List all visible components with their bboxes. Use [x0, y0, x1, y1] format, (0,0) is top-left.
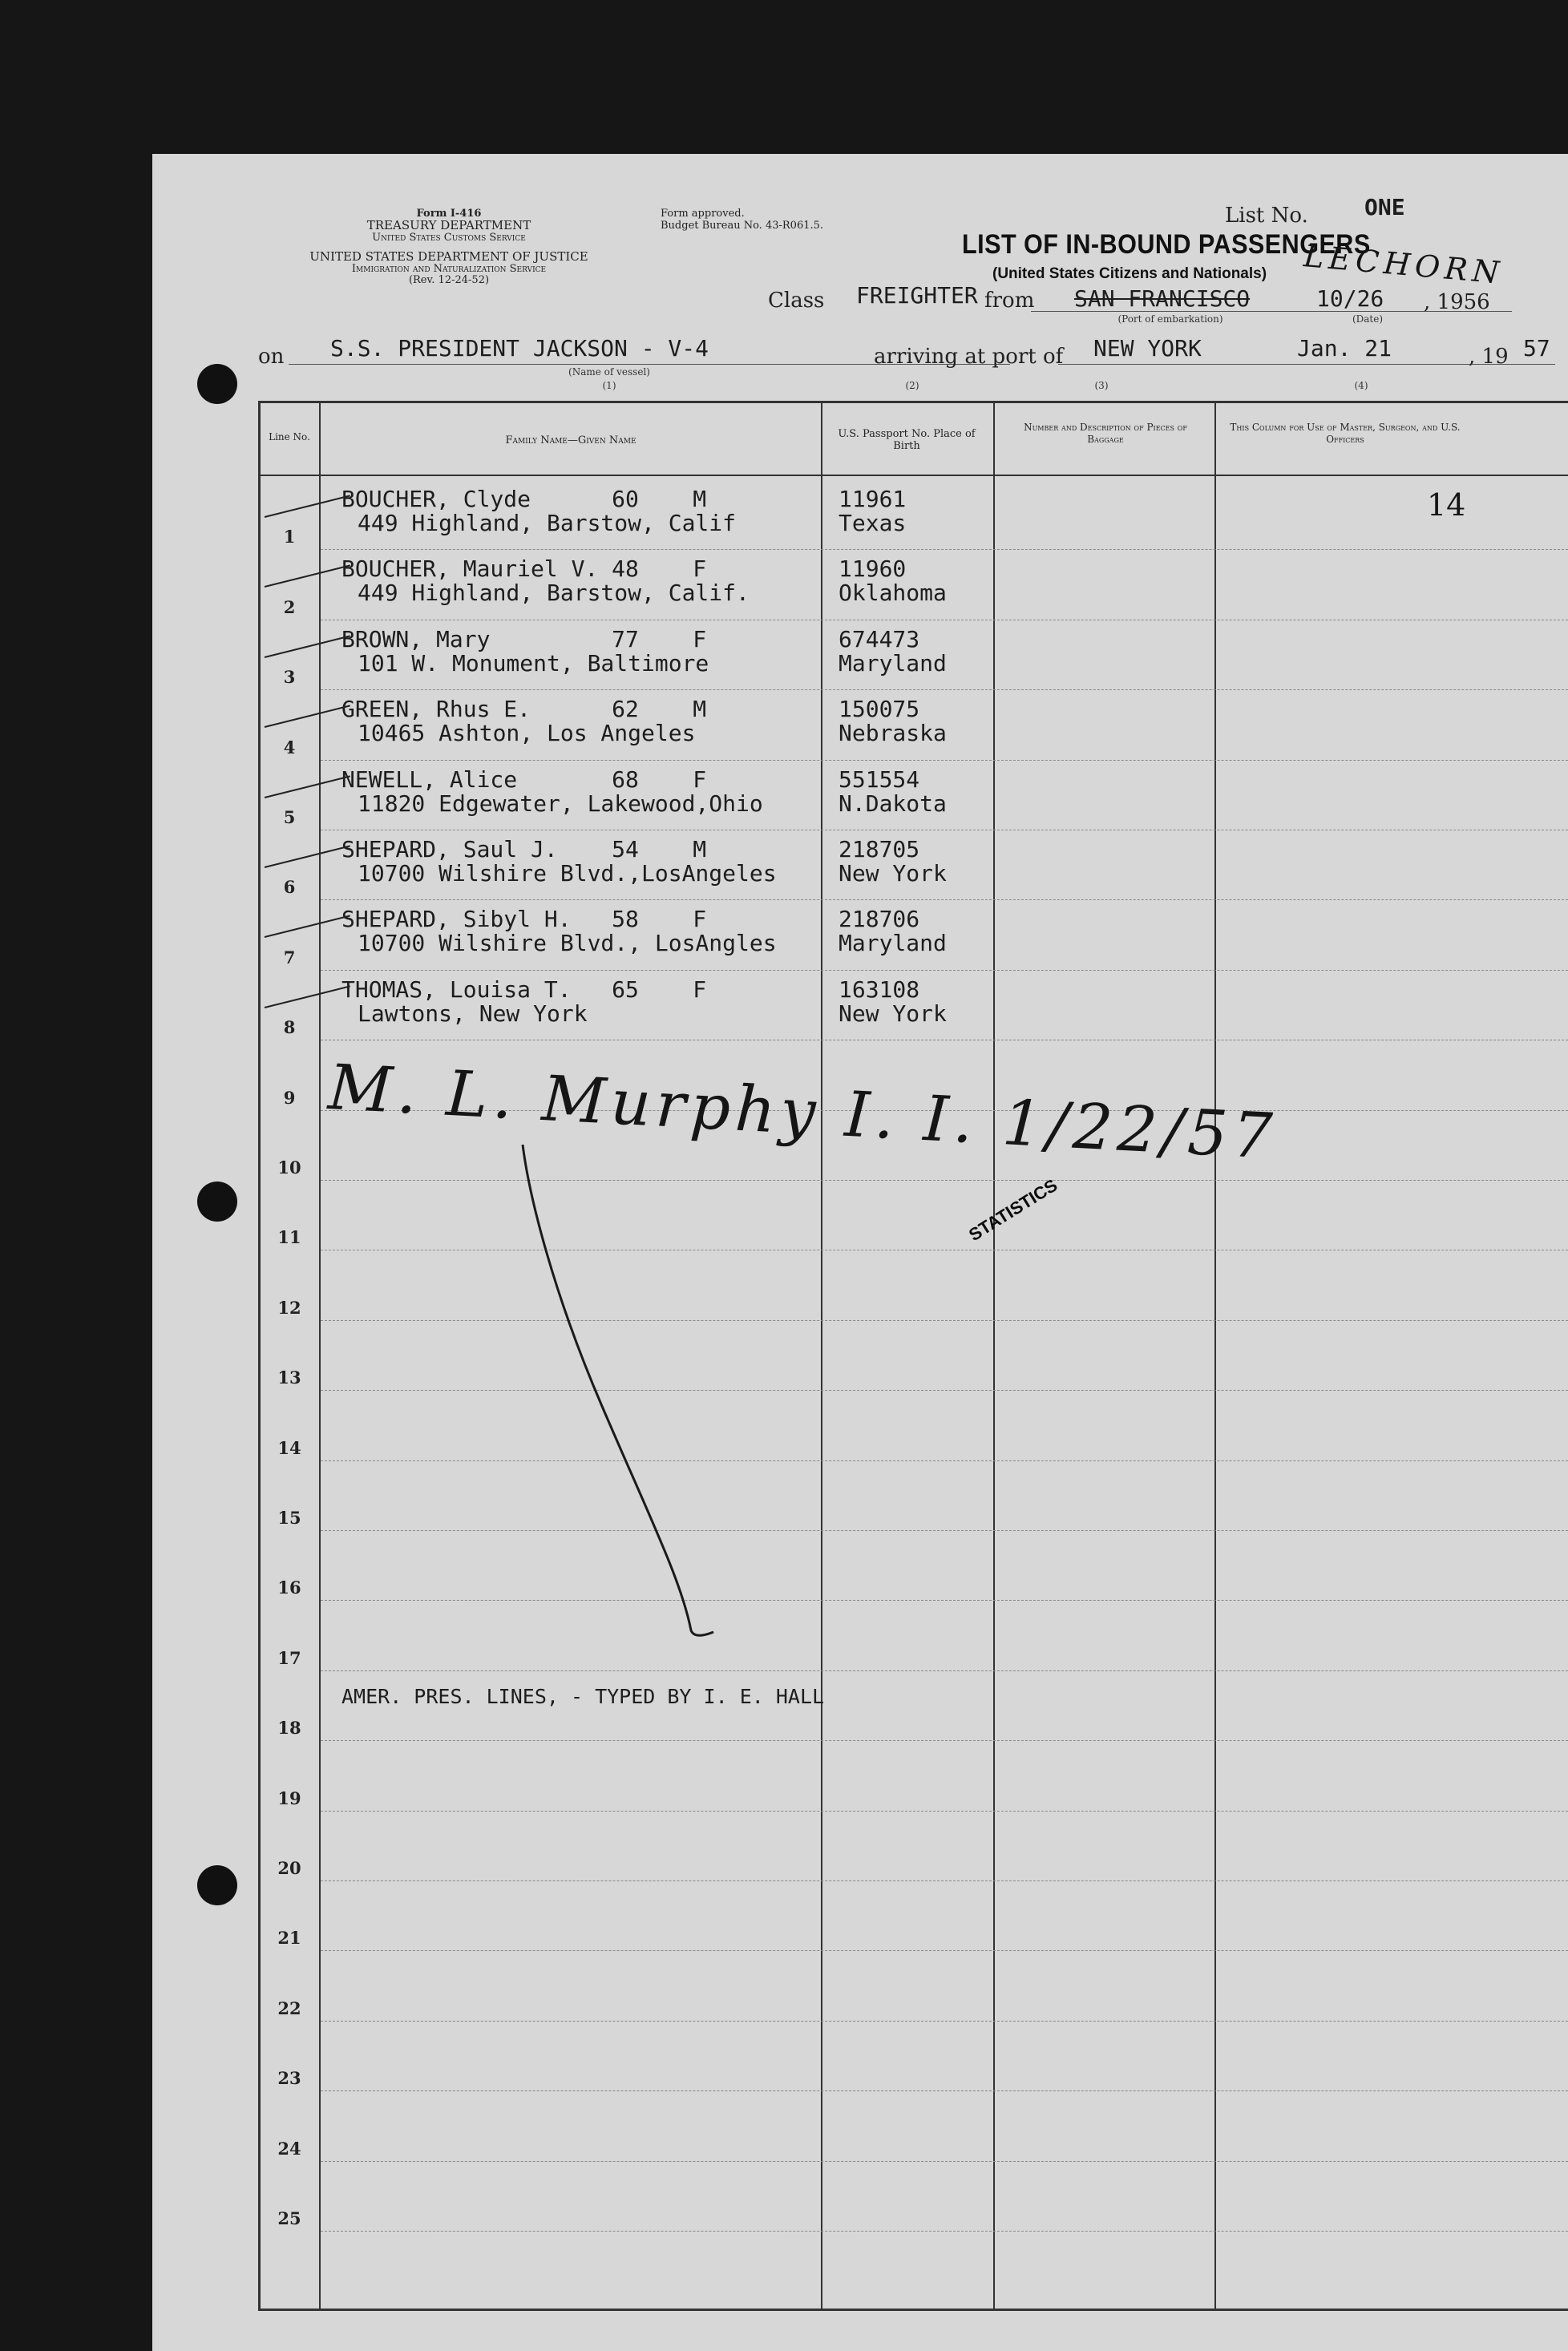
- col-header-officers: This Column for Use of Master, Surgeon, and U.S. Officers: [1230, 422, 1461, 445]
- passenger-name: BROWN, Mary 77 F: [341, 625, 707, 652]
- place-of-birth: Oklahoma: [839, 580, 947, 607]
- col2-caption: (2): [905, 380, 919, 391]
- line-number: 20: [277, 1858, 301, 1878]
- line-number: 12: [277, 1297, 301, 1318]
- embark-port: SAN FRANCISCO: [1074, 285, 1251, 312]
- line-number: 1: [283, 527, 296, 547]
- passenger-name: SHEPARD, Sibyl H. 58 F: [341, 906, 707, 933]
- place-of-birth: Maryland: [839, 649, 947, 677]
- col4-caption: (4): [1354, 380, 1368, 391]
- arriving-label: arriving at port of: [874, 345, 1064, 369]
- port-embark-caption: (Port of embarkation): [1117, 313, 1223, 325]
- passenger-name: GREEN, Rhus E. 62 M: [341, 696, 707, 723]
- list-subtitle: (United States Citizens and Nationals): [992, 265, 1267, 282]
- line-number: 18: [277, 1718, 301, 1739]
- passport-number: 218706: [839, 906, 920, 933]
- list-no-value: ONE: [1364, 194, 1405, 220]
- line-number: 3: [283, 667, 296, 688]
- passport-number: 674473: [839, 625, 920, 652]
- justice-dept: UNITED STATES DEPARTMENT OF JUSTICE: [309, 249, 588, 264]
- class-value: FREIGHTER: [856, 282, 978, 309]
- passport-number: 11960: [839, 555, 907, 583]
- passenger-address: 449 Highland, Barstow, Calif.: [358, 580, 750, 607]
- passenger-name: BOUCHER, Clyde 60 M: [341, 486, 707, 512]
- line-number: 5: [283, 807, 296, 827]
- statistics-stamp: STATISTICS: [965, 1174, 1061, 1246]
- handwritten-lechorn: LECHORN: [1302, 238, 1505, 291]
- place-of-birth: New York: [839, 860, 947, 887]
- treasury-dept: TREASURY DEPARTMENT: [366, 218, 531, 232]
- form-approved: Form approved.: [661, 208, 745, 220]
- passport-number: 150075: [839, 696, 920, 723]
- revision: (Rev. 12-24-52): [408, 274, 490, 286]
- passenger-name: NEWELL, Alice 68 F: [341, 765, 707, 793]
- line-number: 2: [283, 596, 296, 617]
- passenger-name: THOMAS, Louisa T. 65 F: [341, 976, 707, 1003]
- line-number: 10: [277, 1157, 301, 1178]
- passenger-address: 10700 Wilshire Blvd., LosAngles: [358, 930, 777, 957]
- passenger-address: 10700 Wilshire Blvd.,LosAngeles: [358, 860, 777, 887]
- line-number: 24: [277, 2138, 301, 2159]
- embark-date: 10/26: [1316, 285, 1384, 312]
- passport-number: 11961: [839, 486, 907, 512]
- form-number: Form I-416: [416, 208, 482, 220]
- line-number: 11: [277, 1227, 301, 1248]
- passenger-address: 449 Highland, Barstow, Calif: [358, 510, 737, 536]
- line-number: 14: [277, 1437, 301, 1458]
- line-number: 21: [277, 1928, 301, 1949]
- officer-mark: 14: [1427, 487, 1466, 523]
- col3-caption: (3): [1094, 380, 1109, 391]
- arrival-year-suffix: 57: [1523, 335, 1550, 362]
- passport-number: 163108: [839, 976, 920, 1003]
- line-number: 23: [277, 2068, 301, 2089]
- manifest-page: [152, 154, 1568, 2351]
- line-number: 4: [283, 737, 296, 757]
- line-number: 16: [277, 1577, 301, 1598]
- place-of-birth: Nebraska: [839, 720, 947, 747]
- passport-number: 218705: [839, 836, 920, 862]
- line-number: 6: [283, 877, 296, 898]
- on-label: on: [258, 345, 285, 369]
- passenger-name: SHEPARD, Saul J. 54 M: [341, 836, 707, 862]
- place-of-birth: Maryland: [839, 930, 947, 957]
- place-of-birth: New York: [839, 1000, 947, 1027]
- line-number: 8: [283, 1017, 296, 1038]
- line-number: 22: [277, 1998, 301, 2018]
- customs-service: United States Customs Service: [372, 232, 526, 244]
- line-number: 7: [283, 947, 296, 967]
- line-number: 17: [277, 1647, 301, 1668]
- passenger-address: 10465 Ashton, Los Angeles: [358, 720, 696, 747]
- place-of-birth: N.Dakota: [839, 790, 947, 817]
- vessel-name: S.S. PRESIDENT JACKSON - V-4: [330, 335, 709, 362]
- embark-year: , 1956: [1424, 290, 1490, 314]
- class-label: Class: [768, 289, 825, 313]
- arrival-port: NEW YORK: [1093, 335, 1202, 362]
- passenger-address: 101 W. Monument, Baltimore: [358, 649, 709, 677]
- pen-stroke: [152, 154, 1568, 2351]
- passenger-address: Lawtons, New York: [358, 1000, 588, 1027]
- passport-number: 551554: [839, 765, 920, 793]
- budget-bureau: Budget Bureau No. 43-R061.5.: [661, 220, 824, 232]
- line-number: 13: [277, 1367, 301, 1388]
- typed-footer: AMER. PRES. LINES, - TYPED BY I. E. HALL: [341, 1685, 825, 1708]
- line-number: 9: [283, 1087, 296, 1108]
- col1-caption: (1): [602, 380, 616, 391]
- passenger-name: BOUCHER, Mauriel V. 48 F: [341, 555, 707, 583]
- line-number: 19: [277, 1787, 301, 1808]
- line-number: 25: [277, 2208, 301, 2228]
- passenger-address: 11820 Edgewater, Lakewood,Ohio: [358, 790, 763, 817]
- col-header-passport: U.S. Passport No. Place of Birth: [838, 428, 976, 452]
- col-header-baggage: Number and Description of Pieces of Baggage: [1024, 422, 1187, 445]
- list-title: LIST OF IN-BOUND PASSENGERS: [962, 229, 1371, 260]
- line-number: 15: [277, 1508, 301, 1528]
- arrival-year-prefix: , 19: [1469, 345, 1509, 369]
- from-label: from: [984, 289, 1035, 313]
- date-caption: (Date): [1352, 313, 1384, 325]
- ins-service: Immigration and Naturalization Service: [351, 263, 547, 275]
- handwritten-signature: M. L. Murphy I. I. 1/22/57: [326, 1052, 1279, 1173]
- vessel-caption: (Name of vessel): [568, 366, 650, 378]
- col-header-family: Family Name—Given Name: [505, 434, 636, 446]
- place-of-birth: Texas: [839, 510, 907, 536]
- col-header-line: Line No.: [269, 431, 310, 442]
- list-no-label: List No.: [1225, 204, 1308, 228]
- arrival-date: Jan. 21: [1297, 335, 1392, 362]
